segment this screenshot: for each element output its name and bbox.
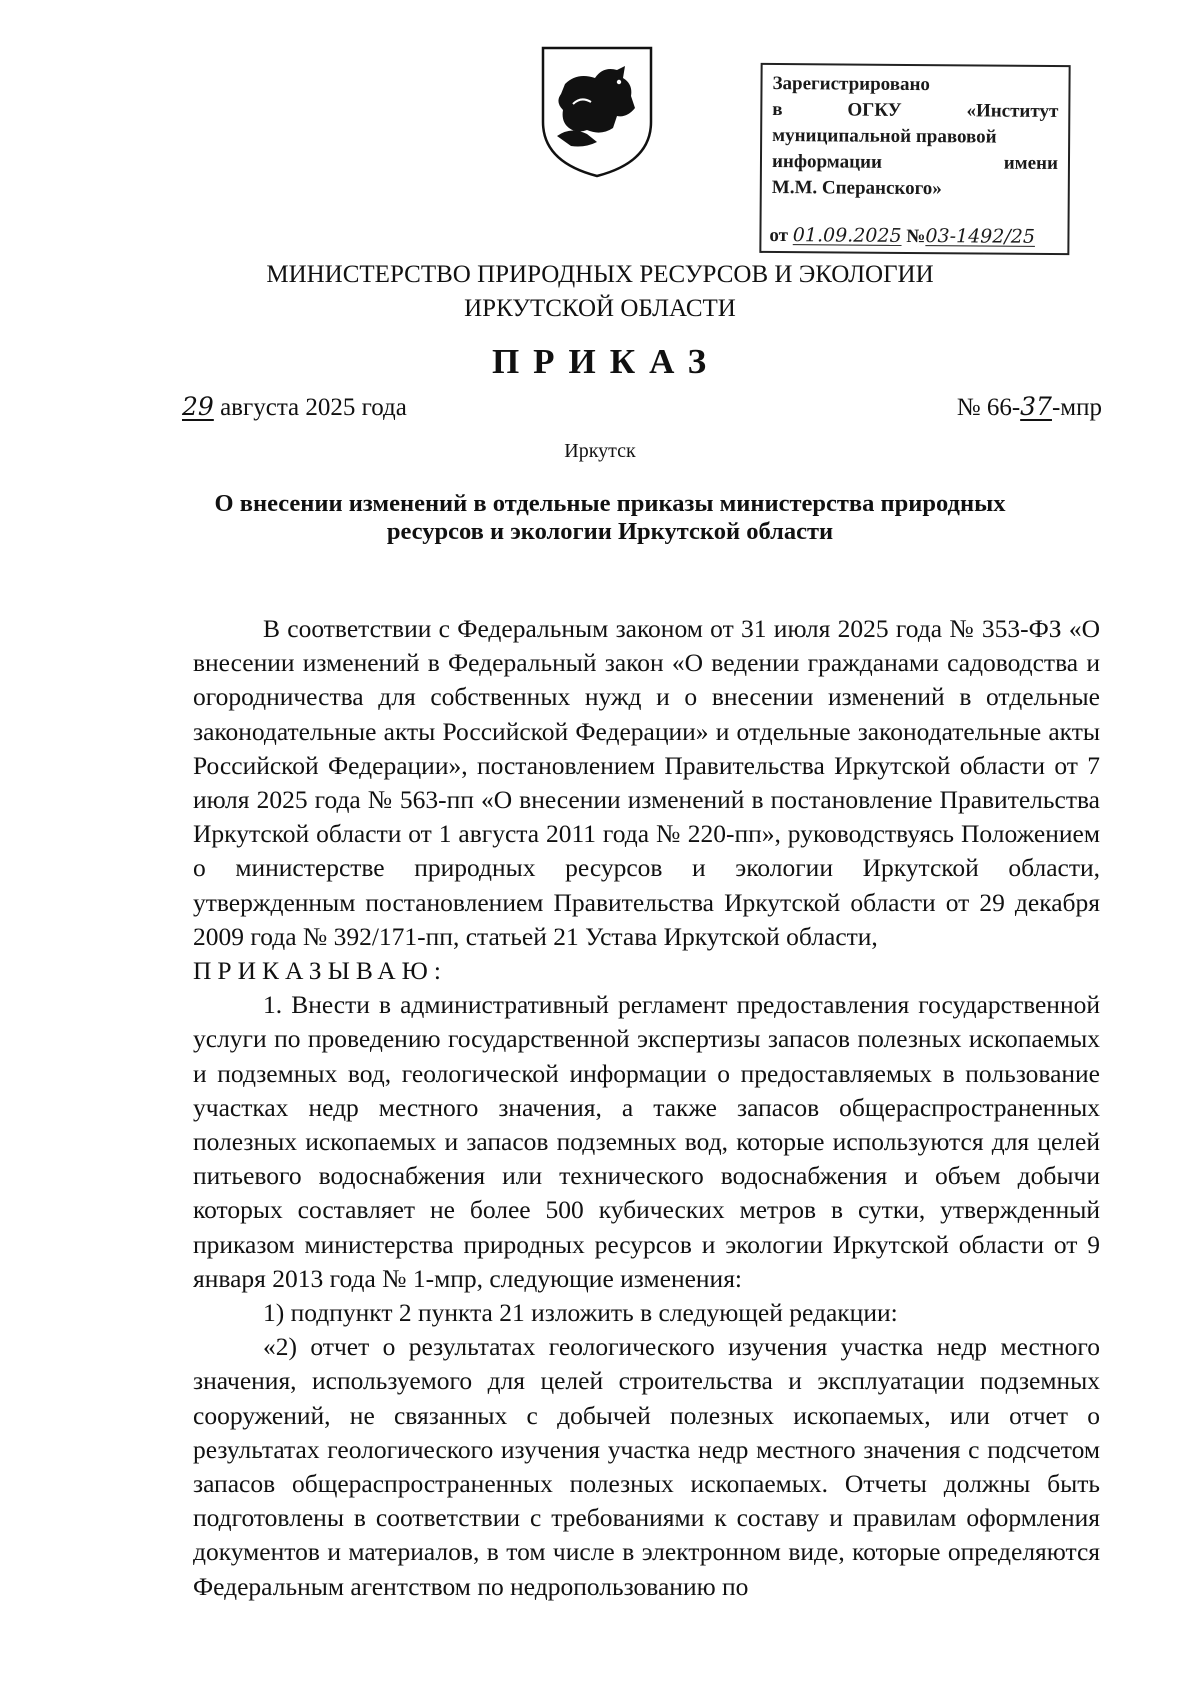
order-number-prefix: № 66- — [956, 394, 1021, 421]
stamp-num-label: № — [906, 225, 926, 248]
stamp-line: муниципальной правовой — [772, 125, 997, 148]
stamp-registration-line — [769, 222, 1035, 251]
registration-stamp — [759, 63, 1070, 255]
city-name: Иркутск — [564, 440, 636, 462]
ministry-line: МИНИСТЕРСТВО ПРИРОДНЫХ РЕСУРСОВ И ЭКОЛОГИИ — [266, 261, 934, 288]
subject-line: ресурсов и экологии Иркутской области — [386, 518, 834, 545]
preamble-paragraph: В соответствии с Федеральным законом от 31 июля 2025 года № 353-ФЗ «О внесении изменений в Федеральный закон «О ведении гражданами садоводства и огородничества для собственных нужд и о внесении изменений в отдельные законодательные акты Российской Федерации» и отдельные законодательные акты Российской Федерации», постановлением Правительства Иркутской области от 7 июля 2025 года № 563-пп «О внесении изменений в постановление Правительства Иркутской области от 1 августа 2011 года № 220-пп», руководствуясь Положением о министерстве природных ресурсов и экологии Иркутской области, утвержденным постановлением Правительства Иркутской области от 29 декабря 2009 года № 392/171-пп, статьей 21 Устава Иркутской области, — [193, 614, 1100, 951]
coat-of-arms-icon — [537, 44, 657, 180]
order-number-suffix: -мпр — [1051, 394, 1102, 421]
item-1-paragraph: 1. Внести в административный регламент предоставления государственной услуги по проведению государственной экспертизы запасов полезных ископаемых и подземных вод, геологической информации о предоставляемых в пользование участках недр местного значения, а также запасов общераспространенных полезных ископаемых и запасов подземных вод, которые используются для целей питьевого водоснабжения или технического водоснабжения и объем добычи которых составляет не более 500 кубических метров в сутки, утвержденный приказом министерства природных ресурсов и экологии Иркутской области от 9 января 2013 года № 1-мпр, следующие изменения: — [193, 990, 1100, 1293]
subject-line: О внесении изменений в отдельные приказы министерства природных — [214, 490, 1006, 517]
ministry-name — [200, 258, 1000, 326]
stamp-word: ОГКУ — [847, 99, 902, 121]
stamp-reg-number: 03-1492/25 — [925, 225, 1036, 248]
order-subject — [170, 490, 1050, 546]
stamp-word: в — [772, 99, 783, 121]
quoted-paragraph: «2) отчет о результатах геологического изучения участка недр местного значения, используемого для целей строительства и эксплуатации подземных сооружений, не связанных с добычей полезных ископаемых, или отчет о результатах геологического изучения участка недр местного значения с подсчетом запасов общераспространенных полезных ископаемых. Отчеты должны быть подготовлены в соответствии с требованиями к составу и правилам оформления документов и материалов, в том числе в электронном виде, которые определяются Федеральным агентством по недропользованию по — [193, 1332, 1100, 1601]
order-number-hand: 37 — [1020, 392, 1052, 421]
order-word: ПРИКАЗЫВАЮ: — [193, 956, 447, 986]
subitem-1-paragraph: 1) подпункт 2 пункта 21 изложить в следующей редакции: — [263, 1298, 898, 1328]
stamp-from-label: от — [769, 224, 789, 247]
stamp-word: информации — [771, 151, 883, 173]
stamp-line: Зарегистрировано — [772, 73, 931, 96]
stamp-reg-date: 01.09.2025 — [792, 224, 902, 247]
document-body — [193, 612, 1100, 1604]
document-type-title: ПРИКАЗ — [491, 342, 721, 381]
order-day: 29 — [182, 392, 214, 421]
ministry-line: ИРКУТСКОЙ ОБЛАСТИ — [464, 295, 736, 322]
stamp-word: имени — [1003, 152, 1059, 174]
order-date-rest: августа 2025 года — [220, 394, 407, 421]
stamp-line: М.М. Сперанского» — [771, 177, 942, 200]
order-number — [957, 392, 1102, 422]
order-date — [182, 392, 407, 422]
stamp-word: «Институт — [966, 100, 1059, 122]
